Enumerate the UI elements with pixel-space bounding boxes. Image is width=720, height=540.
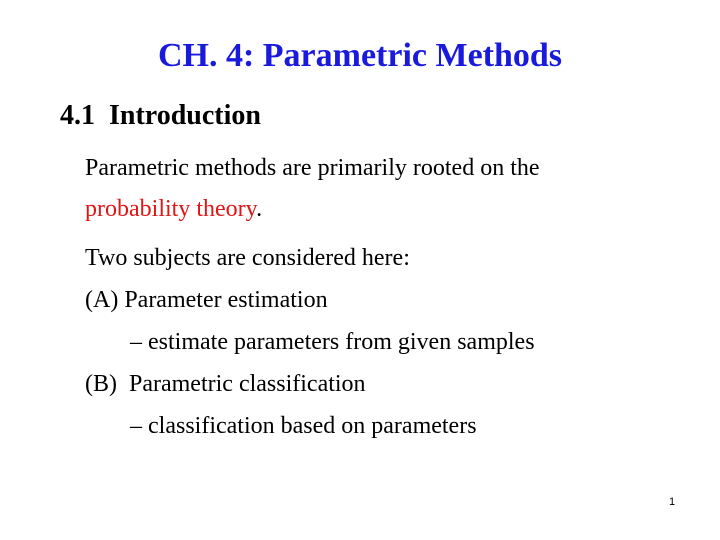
highlighted-term: probability theory bbox=[85, 196, 257, 222]
item-b: (B) Parametric classification bbox=[85, 371, 366, 397]
section-heading: 4.1 Introduction bbox=[60, 100, 261, 131]
intro-continuation bbox=[85, 194, 262, 224]
subjects-intro: Two subjects are considered here: bbox=[85, 245, 410, 271]
item-a-detail: – estimate parameters from given samples bbox=[130, 329, 535, 355]
item-b-detail: – classification based on parameters bbox=[130, 413, 477, 439]
item-a: (A) Parameter estimation bbox=[85, 287, 328, 313]
slide-title: CH. 4: Parametric Methods bbox=[157, 37, 563, 74]
page-number: 1 bbox=[669, 496, 676, 508]
sentence-period: . bbox=[256, 196, 263, 222]
intro-line: Parametric methods are primarily rooted on the bbox=[85, 155, 540, 181]
